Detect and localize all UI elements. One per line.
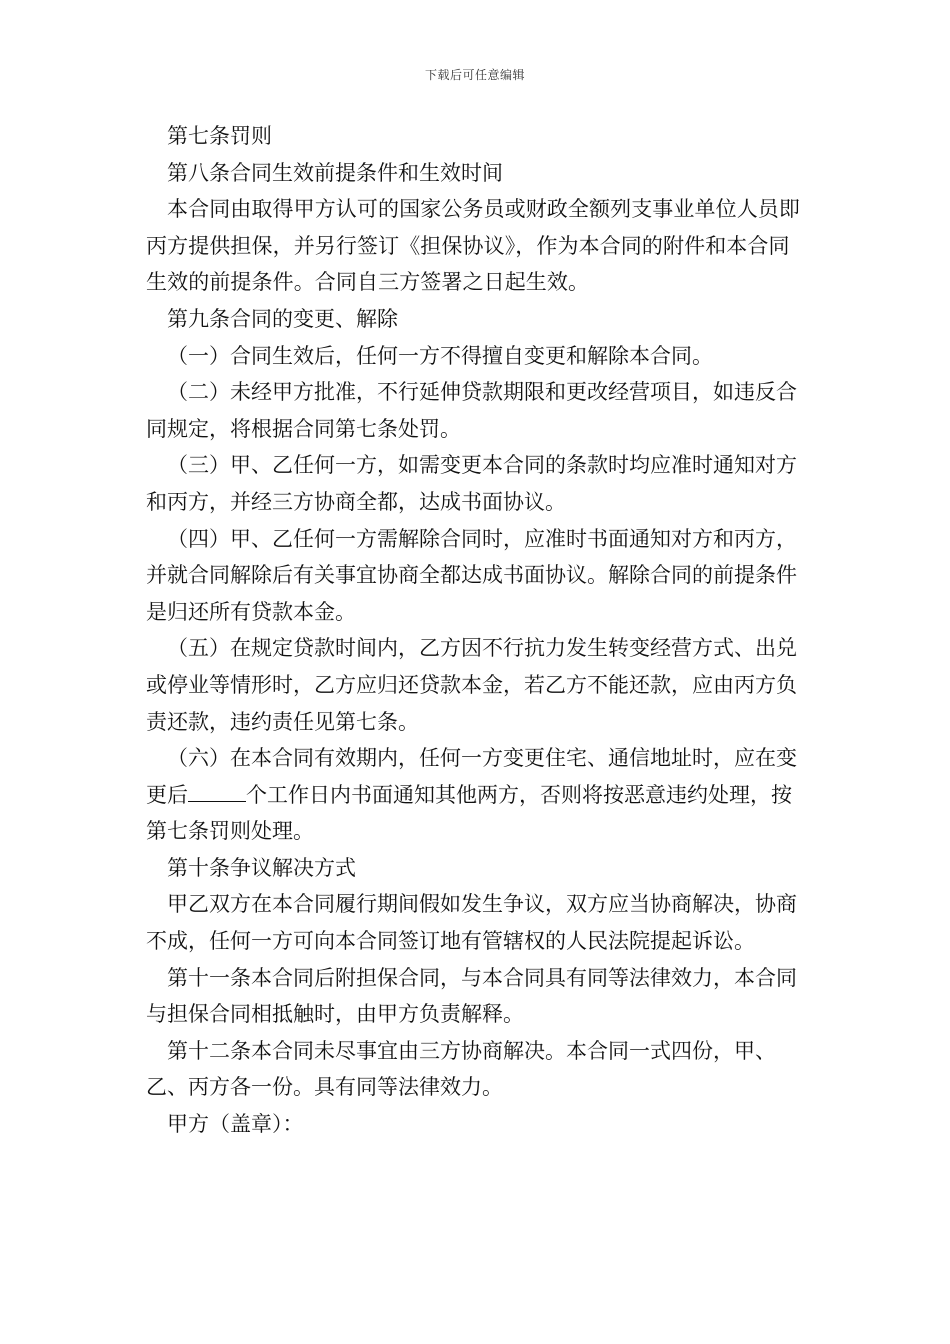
party-a-seal: 甲方（盖章）： <box>167 1112 304 1137</box>
article-12: 第十二条本合同未尽事宜由三方协商解决。本合同一式四份，甲、乙、丙方各一份。具有同等法律效力。 <box>146 1038 776 1100</box>
article-8-body: 本合同由取得甲方认可的国家公务员或财政全额列支事业单位人员即丙方提供担保，并另行签订《担保协议》，作为本合同的附件和本合同生效的前提条件。合同自三方签署之日起生效。 <box>146 197 800 295</box>
article-8-title: 第八条合同生效前提条件和生效时间 <box>167 160 503 185</box>
article-9-item-3: （三）甲、乙任何一方，如需变更本合同的条款时均应准时通知对方和丙方，并经三方协商全都，达成书面协议。 <box>146 453 797 514</box>
article-9-item-2: （二）未经甲方批准，不行延伸贷款期限和更改经营项目，如违反合同规定，将根据合同第七条处罚。 <box>146 380 797 441</box>
header-note: 下载后可任意编辑 <box>424 68 525 82</box>
article-9-item-6-part-b: 个工作日内书面通知其他两方，否则将按恶意违约处理，按第七条罚则处理。 <box>146 782 792 844</box>
article-9-item-1: （一）合同生效后，任何一方不得擅自变更和解除本合同。 <box>167 343 713 368</box>
article-9-item-4: （四）甲、乙任何一方需解除合同时，应准时书面通知对方和丙方，并就合同解除后有关事宜协商全都达成书面协议。解除合同的前提条件是归还所有贷款本金。 <box>146 526 797 624</box>
article-9-item-6 <box>146 740 806 850</box>
article-9-item-6-part-a: （六）在本合同有效期内，任何一方变更住宅、通信地址时，应在变更后 <box>146 746 797 807</box>
blank-line <box>188 783 246 802</box>
document-body <box>146 118 806 1143</box>
article-9-title: 第九条合同的变更、解除 <box>167 306 398 331</box>
article-11: 第十一条本合同后附担保合同，与本合同具有同等法律效力，本合同与担保合同相抵触时，由甲方负责解释。 <box>146 965 797 1027</box>
article-9-item-5: （五）在规定贷款时间内，乙方因不行抗力发生转变经营方式、出兑或停业等情形时，乙方应归还贷款本金，若乙方不能还款，应由丙方负责还款，违约责任见第七条。 <box>146 636 797 734</box>
article-7-title: 第七条罚则 <box>167 124 272 148</box>
article-10-title: 第十条争议解决方式 <box>167 855 356 880</box>
article-10-body: 甲乙双方在本合同履行期间假如发生争议，双方应当协商解决，协商不成，任何一方可向本合同签订地有管辖权的人民法院提起诉讼。 <box>146 892 797 954</box>
